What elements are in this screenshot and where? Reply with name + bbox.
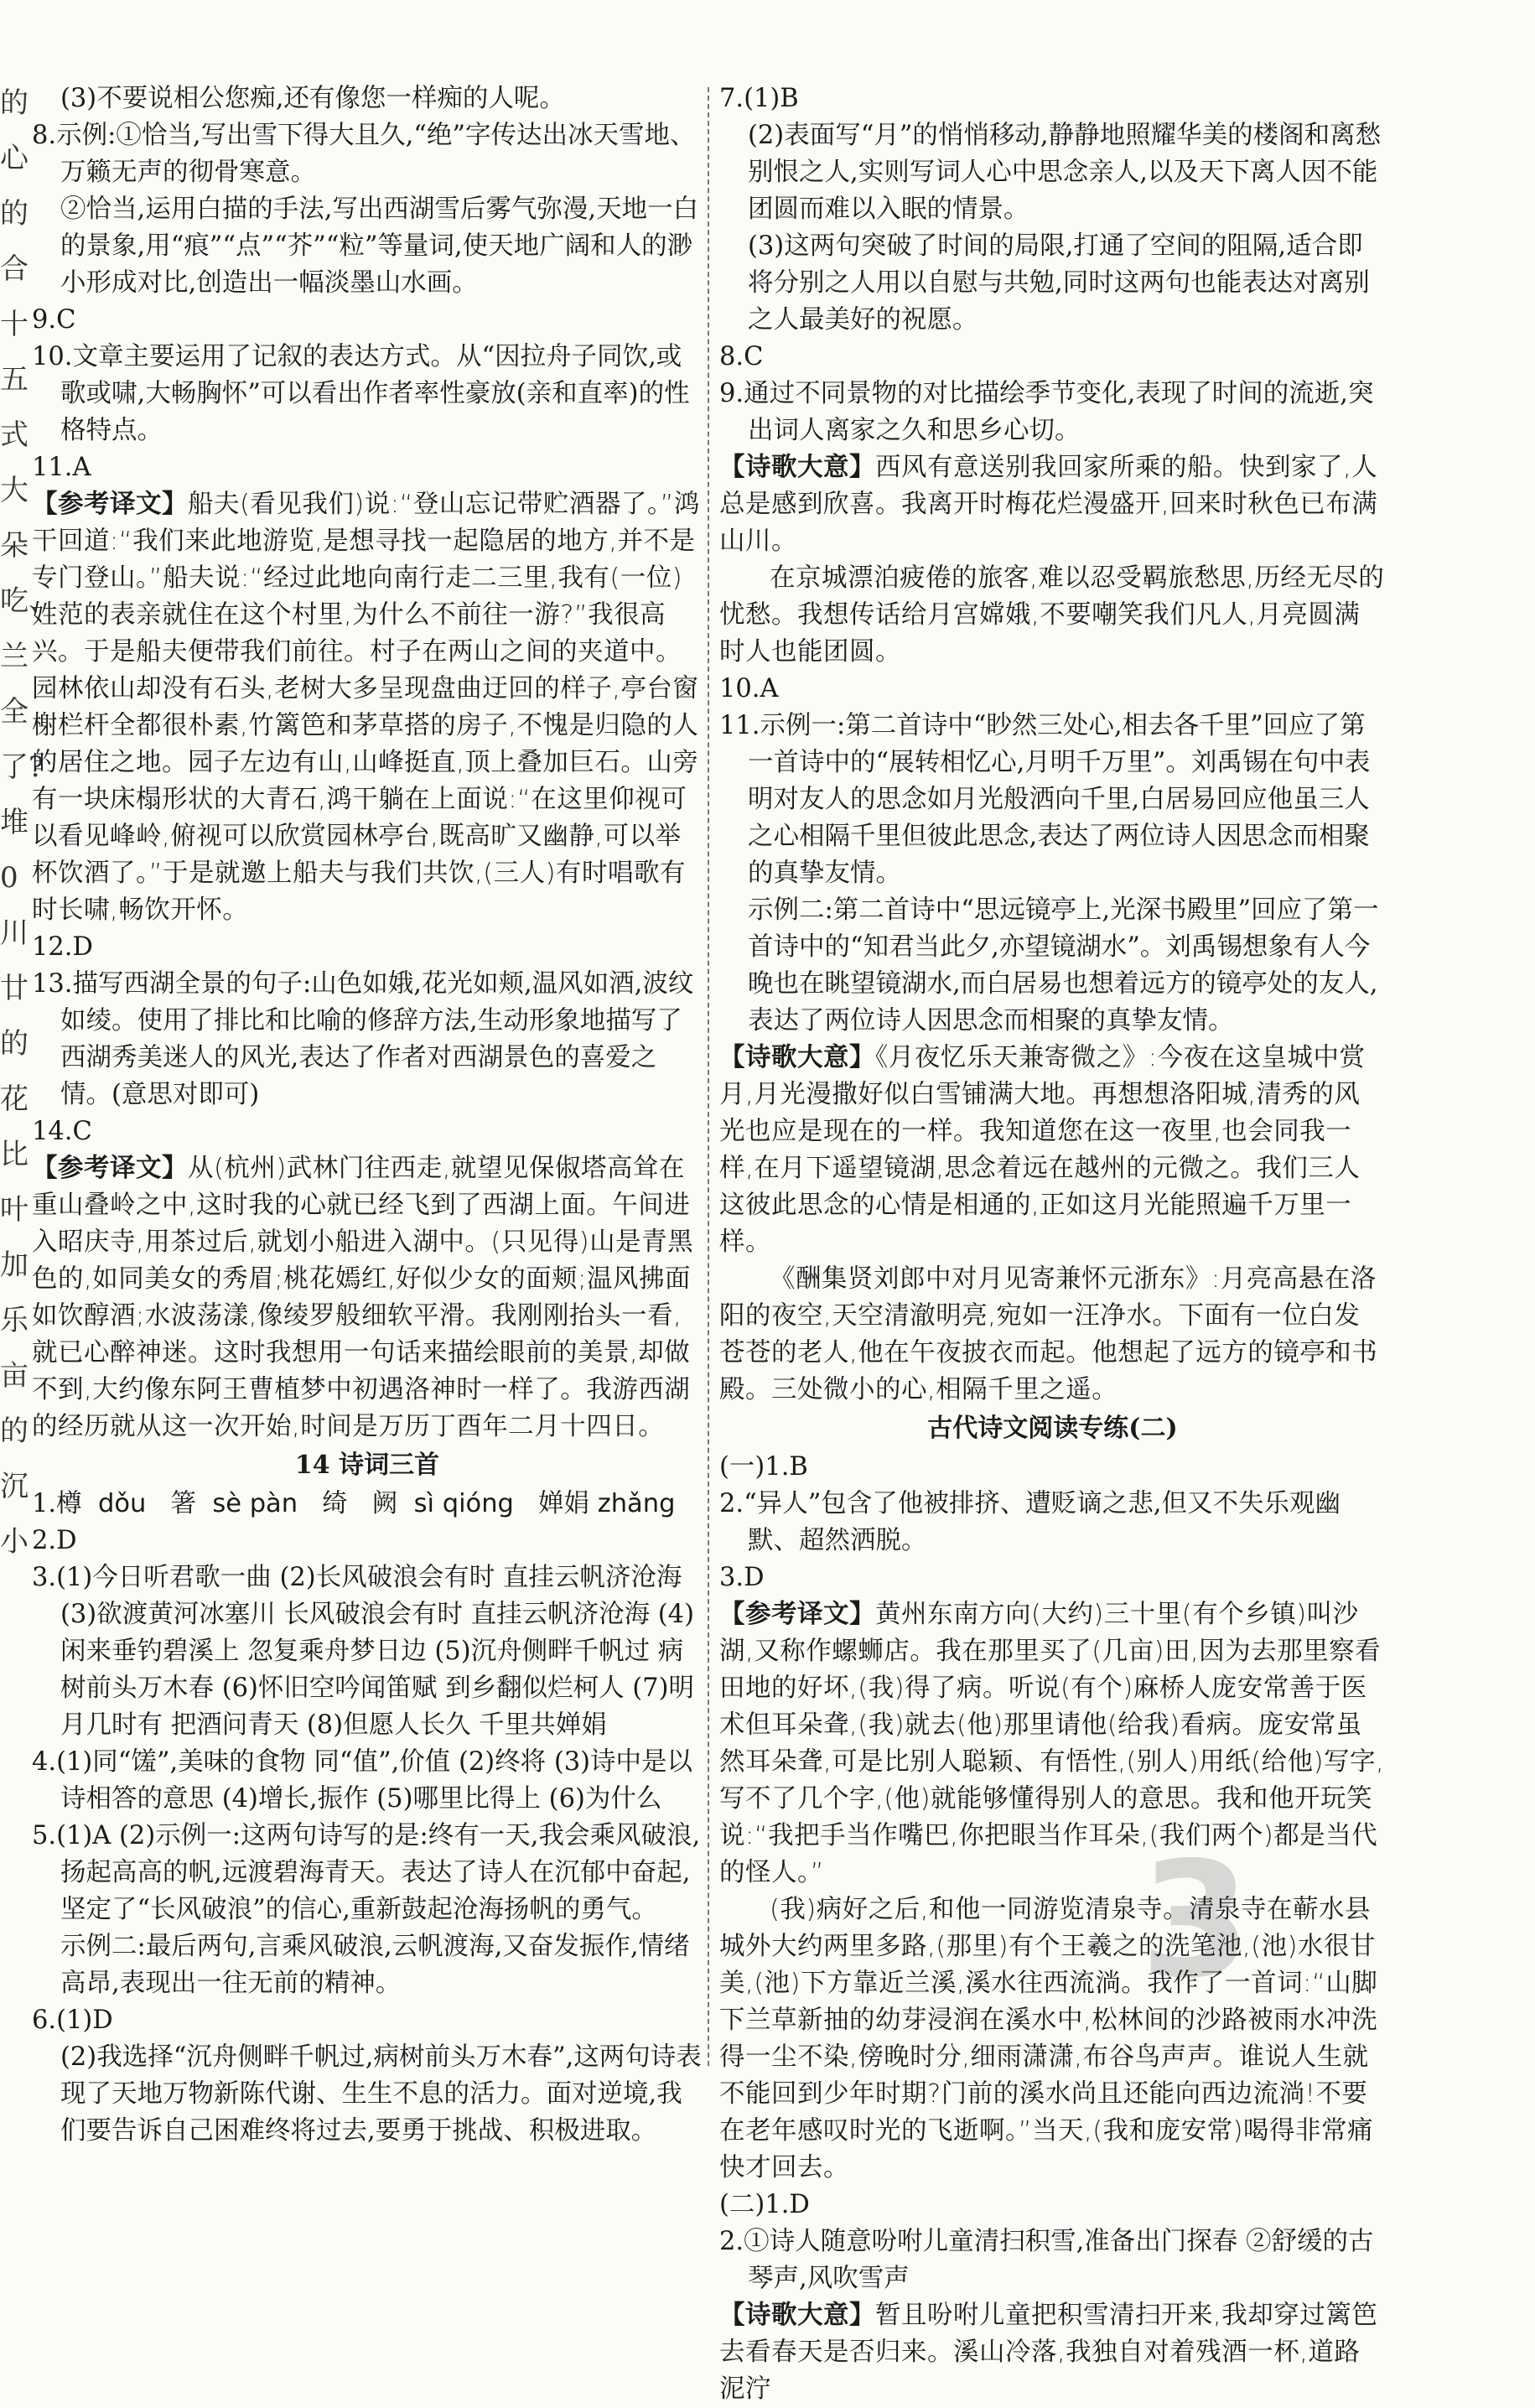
pinyin-item: 1.樽 dǒu 箸 sè pàn 绮 阙 sì qióng 婵娟 zhǎng [32,1489,676,1518]
binding-edge-text: 的心的合十五式大朵吃、兰全了?堆0川廿的花比叶加乐亩的沉小 [0,86,57,1559]
answer-item: 6.(1)D [32,2006,113,2035]
answer-item: 2.①诗人随意吩咐儿童清扫积雪,准备出门探春 ②舒缓的古琴声,风吹雪声 [719,2227,1374,2293]
section-title: 14 诗词三首 [294,1451,440,1480]
translation-text: (我)病好之后,和他一同游览清泉寺。清泉寺在蕲水县城外大约两里多路,(那里)有个王羲之的洗笔池,(池)水很甘美,(池)下方靠近兰溪,溪水往西流淌。我作了一首词:“山脚下兰草新抽的幼芽浸润在溪水中,松林间的沙路被雨水冲洗得一尘不染,傍晚时分,细雨潇潇,布谷鸟声声。谁说人生就不能回到少年时期?门前的溪水尚且还能向西边流淌!不要在老年感叹时光的飞逝啊。”当天,(我和庞安常)喝得非常痛快才回去。 [719,1895,1378,2182]
column-divider [708,87,709,2066]
answer-item: 示例二:第二首诗中“思远镜亭上,光深书殿里”回应了第一首诗中的“知君当此夕,亦望镜湖水”。刘禹锡想象有人今晚也在眺望镜湖水,而白居易也想着远方的镜亭处的友人,表达了两位诗人因思念而相聚的真挚友情。 [748,895,1379,1035]
poem-meaning-text: 《月夜忆乐天兼寄微之》:今夜在这皇城中赏月,月光漫撒好似白雪铺满大地。再想想洛阳城,清秀的风光也应是现在的一样。我知道您在这一夜里,也会同我一样,在月下遥望镜湖,思念着远在越州的元微之。我们三人这彼此思念的心情是相通的,正如这月光能照遍千万里一样。 [719,1043,1366,1257]
answer-item: ②恰当,运用白描的手法,写出西湖雪后雾气弥漫,天地一白的景象,用“痕”“点”“芥”“粒”等量词,使天地广阔和人的渺小形成对比,创造出一幅淡墨山水画。 [60,195,699,298]
answer-item: 3.D [719,1563,765,1592]
section-title: 古代诗文阅读专练(二) [927,1414,1178,1443]
answer-item: 2.“异人”包含了他被排挤、遭贬谪之悲,但又不失乐观幽默、超然洒脱。 [719,1489,1341,1555]
poem-meaning-text: 《酬集贤刘郎中对月见寄兼怀元浙东》:月亮高悬在洛阳的夜空,天空清澈明亮,宛如一汪净水。下面有一位白发苍苍的老人,他在午夜披衣而起。他想起了远方的镜亭和书殿。三处微小的心,相隔千里之遥。 [719,1264,1378,1404]
answer-item: 9.通过不同景物的对比描绘季节变化,表现了时间的流逝,突出词人离家之久和思乡心切。 [719,379,1374,445]
answer-item: 11.A [32,453,91,482]
translation-text: 黄州东南方向(大约)三十里(有个乡镇)叫沙湖,又称作螺蛳店。我在那里买了(几亩)田,因为去那里察看田地的好坏,(我)得了病。听说(有个)麻桥人庞安常善于医术但耳朵聋,(我)就去(他)那里请他(给我)看病。庞安常虽然耳朵聋,可是比别人聪颖、有悟性,(别人)用纸(给他)写字,写不了几个字,(他)就能够懂得别人的意思。我和他开玩笑说:“我把手当作嘴巴,你把眼当作耳朵,(我们两个)都是当代的怪人。” [719,1600,1385,1887]
answer-item: 8.示例:①恰当,写出雪下得大且久,“绝”字传达出冰天雪地、万籁无声的彻骨寒意。 [32,121,696,187]
answer-item: 12.D [32,932,93,962]
answer-item: 4.(1)同“馐”,美味的食物 同“值”,价值 (2)终将 (3)诗中是以诗相答的意思 (4)增长,振作 (5)哪里比得上 (6)为什么 [32,1747,693,1814]
answer-item: (2)表面写“月”的悄悄移动,静静地照耀华美的楼阁和离愁别恨之人,实则写词人心中思念亲人,以及天下离人因不能团圆而难以入眠的情景。 [748,121,1382,224]
translation-text: 船夫(看见我们)说:“登山忘记带贮酒器了。”鸿干回道:“我们来此地游览,是想寻找一起隐居的地方,并不是专门登山。”船夫说:“经过此地向南行走二三里,我有(一位)姓范的表亲就住在这个村里,为什么不前往一游?”我很高兴。于是船夫便带我们前往。村子在两山之间的夹道中。园林依山却没有石头,老树大多呈现盘曲迂回的样子,亭台窗榭栏杆全都很朴素,竹篱笆和茅草搭的房子,不愧是归隐的人的居住之地。园子左边有山,山峰挺直,顶上叠加巨石。山旁有一块床榻形状的大青石,鸿干躺在上面说:“在这里仰视可以看见峰岭,俯视可以欣赏园林亭台,既高旷又幽静,可以举杯饮酒了。”于是就邀上船夫与我们共饮,(三人)有时唱歌有时长啸,畅饮开怀。 [32,490,700,925]
poem-meaning-block [719,2297,1386,2408]
answer-item: (一)1.B [719,1452,808,1482]
answer-item: 示例二:最后两句,言乘风破浪,云帆渡海,又奋发振作,情绪高昂,表现出一往无前的精神。 [60,1932,690,1998]
answer-item: 8.C [719,342,764,371]
poem-meaning-text: 西风有意送别我回家所乘的船。快到家了,人总是感到欣喜。我离开时梅花烂漫盛开,回来时秋色已布满山川。 [719,453,1378,556]
poem-meaning-text: 在京城漂泊疲倦的旅客,难以忍受羁旅愁思,历经无尽的忧愁。我想传话给月宫嫦娥,不要嘲笑我们凡人,月亮圆满时人也能团圆。 [719,563,1385,667]
translation-tag: 【参考译文】 [719,1600,875,1629]
translation-text: 从(杭州)武林门往西走,就望见保俶塔高耸在重山叠岭之中,这时我的心就已经飞到了西湖上面。午间进入昭庆寺,用茶过后,就划小船进入湖中。(只见得)山是青黑色的,如同美女的秀眉;桃花嫣红,好似少女的面颊;温风拂面如饮醇酒;水波荡漾,像绫罗般细软平滑。我刚刚抬头一看,就已心醉神迷。这时我想用一句话来描绘眼前的美景,却做不到,大约像东阿王曹植梦中初遇洛神时一样了。我游西湖的经历就从这一次开始,时间是万历丁酉年二月十四日。 [32,1154,694,1441]
answer-item: 5.(1)A (2)示例一:这两句诗写的是:终有一天,我会乘风破浪,扬起高高的帆,远渡碧海青天。表达了诗人在沉郁中奋起,坚定了“长风破浪”的信心,重新鼓起沧海扬帆的勇气。 [32,1821,701,1924]
answer-item: 2.D [32,1526,77,1555]
answer-item: 10.A [719,674,779,703]
answer-item: (二)1.D [719,2190,810,2219]
answer-item: (3)不要说相公您痴,还有像您一样痴的人呢。 [60,84,565,113]
answer-item: 13.描写西湖全景的句子:山色如娥,花光如颊,温风如酒,波纹如绫。使用了排比和比喻的修辞方法,生动形象地描写了西湖秀美迷人的风光,表达了作者对西湖景色的喜爱之情。(意思对即可) [32,969,694,1109]
answer-item: (3)这两句突破了时间的局限,打通了空间的阻隔,适合即将分别之人用以自慰与共勉,同时这两句也能表达对离别之人最美好的祝愿。 [748,231,1370,335]
poem-meaning-block [719,449,1386,560]
page-number-watermark: 3 [1140,1828,1252,2013]
translation-block [719,1596,1386,1892]
answer-item: 11.示例一:第二首诗中“眇然三处心,相去各千里”回应了第一首诗中的“展转相忆心,月明千万里”。刘禹锡在句中表明对友人的思念如月光般洒向千里,白居易回应他虽三人之心相隔千里但彼此思念,表达了两位诗人因思念而相聚的真挚友情。 [719,711,1371,888]
poem-meaning-tag: 【诗歌大意】 [719,1043,875,1072]
translation-tag: 【参考译文】 [32,490,188,519]
answer-item: 14.C [32,1117,92,1146]
poem-meaning-block [719,1040,1386,1261]
right-column [719,80,1386,2408]
answer-item: (2)我选择“沉舟侧畔千帆过,病树前头万木春”,这两句诗表现了天地万物新陈代谢、生生不息的活力。面对逆境,我们要告诉自己困难终将过去,要勇于挑战、积极进取。 [60,2042,702,2146]
poem-meaning-tag: 【诗歌大意】 [719,453,875,482]
translation-block [32,1150,703,1445]
translation-block [32,486,703,929]
answer-item: 10.文章主要运用了记叙的表达方式。从“因拉舟子同饮,或歌或啸,大畅胸怀”可以看出作者率性豪放(亲和直率)的性格特点。 [32,342,690,445]
poem-meaning-tag: 【诗歌大意】 [719,2301,875,2330]
translation-tag: 【参考译文】 [32,1154,188,1183]
answer-item: 3.(1)今日听君歌一曲 (2)长风破浪会有时 直挂云帆济沧海 (3)欲渡黄河冰塞川 长风破浪会有时 直挂云帆济沧海 (4)闲来垂钓碧溪上 忽复乘舟梦日边 (5)沉舟侧畔千帆过 病树前头万木春 (6)怀旧空吟闻笛赋 到乡翻似烂柯人 (7)明月几时有 把酒问青天 (8)但愿人长久 千里共婵娟 [32,1563,694,1740]
answer-item: 7.(1)B [719,84,799,113]
left-column [32,80,703,2150]
poem-meaning-text: 暂且吩咐儿童把积雪清扫开来,我却穿过篱笆去看春天是否归来。溪山冷落,我独自对着残酒一杯,道路泥泞 [719,2301,1378,2404]
answer-item: 9.C [32,305,76,335]
